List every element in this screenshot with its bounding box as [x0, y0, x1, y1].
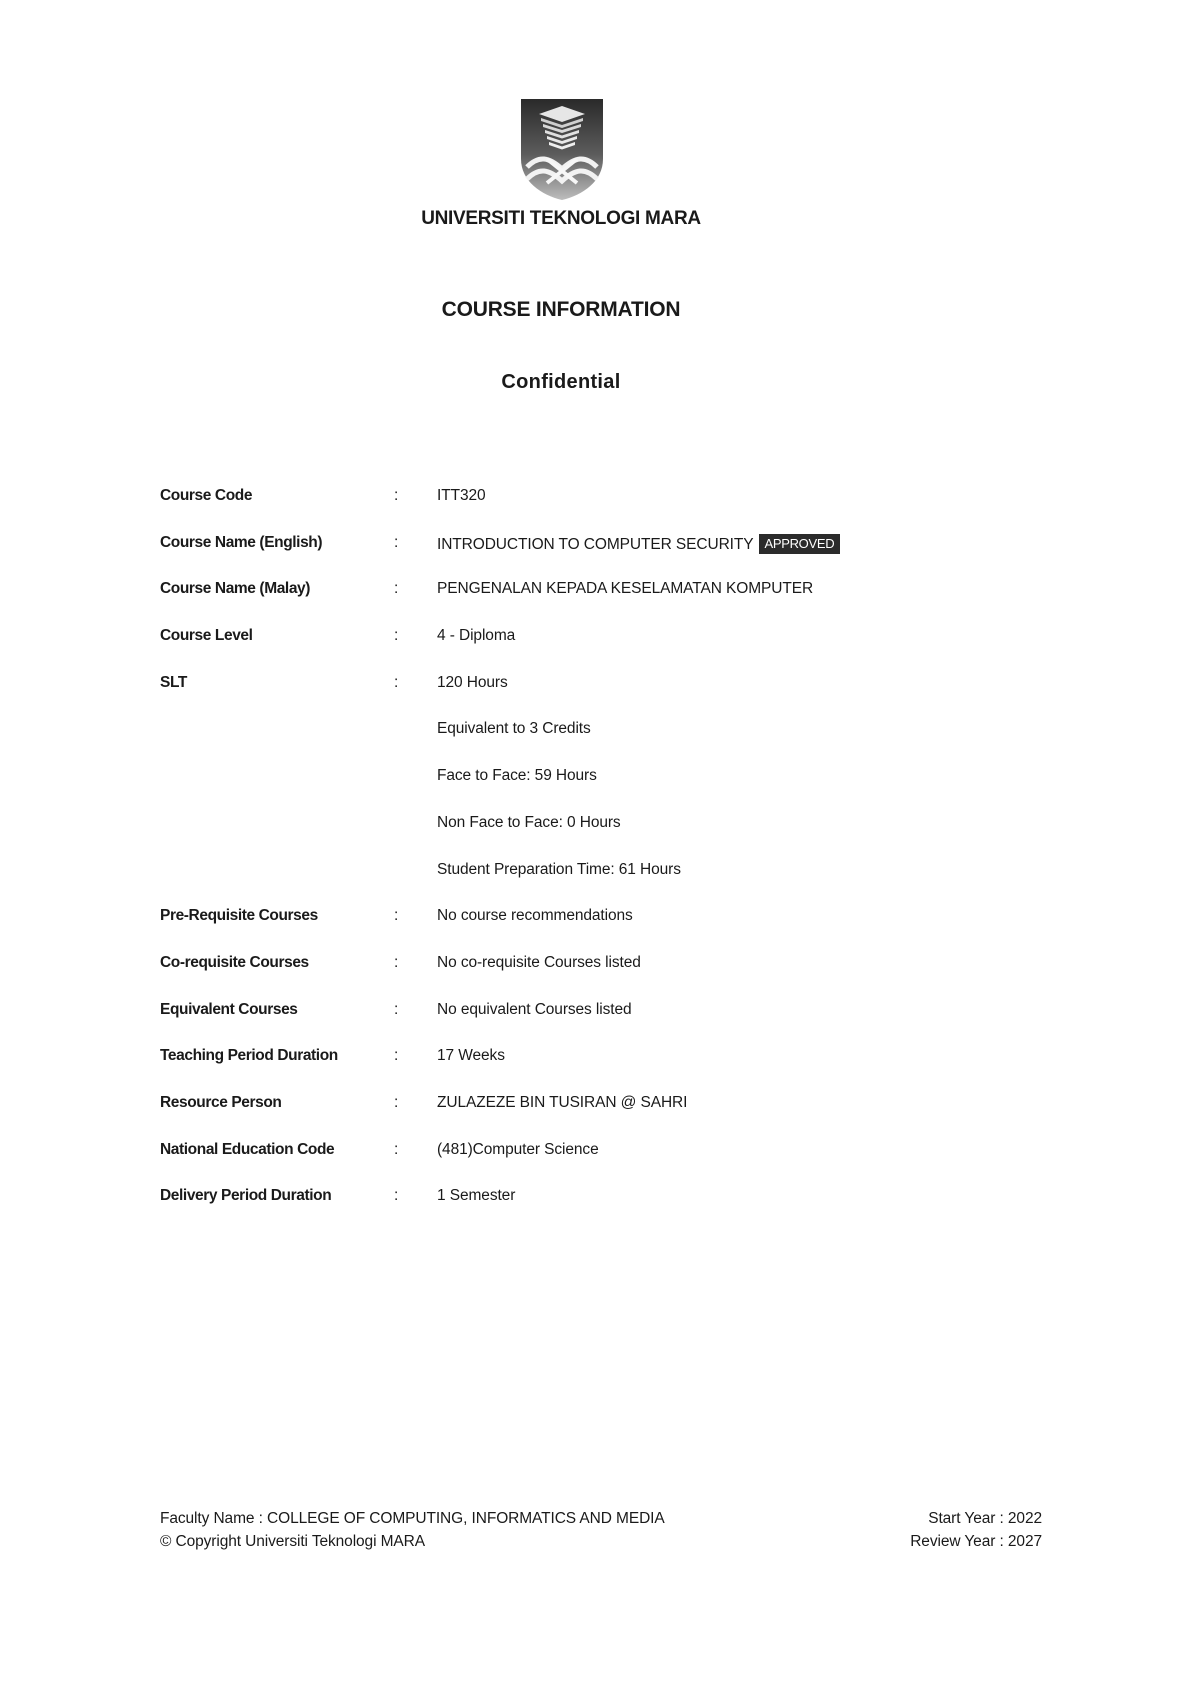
- national-education-code-row: [160, 1141, 1060, 1188]
- row-label: Course Name (Malay): [160, 580, 311, 598]
- row-value: Face to Face: 59 Hours: [437, 767, 597, 785]
- row-separator: :: [394, 953, 399, 971]
- slt-row: [160, 674, 1060, 721]
- row-value: 120 Hours: [437, 673, 508, 691]
- row-value: 4 - Diploma: [437, 627, 516, 645]
- start-year: Start Year : 2022: [928, 1510, 1042, 1527]
- slt-preparation-row: [160, 861, 1060, 908]
- row-separator: :: [394, 627, 399, 645]
- corequisite-row: [160, 954, 1060, 1001]
- row-value: (481)Computer Science: [437, 1140, 599, 1158]
- row-label: Resource Person: [160, 1093, 282, 1111]
- slt-non-face-to-face-row: [160, 814, 1060, 861]
- course-info-table: [160, 487, 1060, 1234]
- university-crest-icon: [519, 97, 605, 201]
- review-year: Review Year : 2027: [910, 1533, 1042, 1550]
- row-separator: :: [394, 1000, 399, 1018]
- row-value: No co-requisite Courses listed: [437, 953, 641, 971]
- course-level-row: [160, 627, 1060, 674]
- row-label: Course Level: [160, 627, 253, 645]
- row-value: ZULAZEZE BIN TUSIRAN @ SAHRI: [437, 1093, 688, 1111]
- row-label: Equivalent Courses: [160, 1000, 298, 1018]
- prerequisite-row: [160, 907, 1060, 954]
- row-value: ITT320: [437, 487, 486, 504]
- row-separator: :: [394, 580, 399, 598]
- row-value: 1 Semester: [437, 1187, 516, 1205]
- course-name-malay-row: [160, 580, 1060, 627]
- row-value: Equivalent to 3 Credits: [437, 720, 591, 738]
- row-separator: :: [394, 1140, 399, 1158]
- slt-face-to-face-row: [160, 767, 1060, 814]
- row-separator: :: [394, 1047, 399, 1065]
- faculty-name: Faculty Name : COLLEGE OF COMPUTING, INFORMATICS AND MEDIA: [160, 1510, 665, 1527]
- row-label: Co-requisite Courses: [160, 953, 309, 971]
- row-separator: :: [394, 487, 399, 504]
- row-value: Non Face to Face: 0 Hours: [437, 813, 621, 831]
- resource-person-row: [160, 1094, 1060, 1141]
- row-label: Course Name (English): [160, 533, 323, 551]
- row-value-wrapper: [437, 534, 840, 554]
- page-title: COURSE INFORMATION: [441, 298, 681, 321]
- row-separator: :: [394, 533, 399, 551]
- course-code-row: [160, 487, 1060, 534]
- university-name: UNIVERSITI TEKNOLOGI MARA: [421, 208, 701, 229]
- row-value: PENGENALAN KEPADA KESELAMATAN KOMPUTER: [437, 580, 814, 598]
- row-label: Course Code: [160, 487, 253, 504]
- row-value: INTRODUCTION TO COMPUTER SECURITY: [437, 535, 754, 553]
- row-separator: :: [394, 907, 399, 925]
- row-value: 17 Weeks: [437, 1047, 505, 1065]
- status-badge: APPROVED: [759, 534, 840, 554]
- row-label: Teaching Period Duration: [160, 1047, 338, 1065]
- copyright-notice: © Copyright Universiti Teknologi MARA: [160, 1533, 426, 1550]
- row-label: Pre-Requisite Courses: [160, 907, 318, 925]
- row-label: National Education Code: [160, 1140, 335, 1158]
- slt-credits-row: [160, 720, 1060, 767]
- footer-left: [160, 1510, 665, 1556]
- row-label: Delivery Period Duration: [160, 1187, 332, 1205]
- row-value: Student Preparation Time: 61 Hours: [437, 860, 681, 878]
- row-value: No course recommendations: [437, 907, 633, 925]
- equivalent-courses-row: [160, 1001, 1060, 1048]
- row-separator: :: [394, 673, 399, 691]
- delivery-period-row: [160, 1187, 1060, 1234]
- row-label: SLT: [160, 673, 187, 691]
- footer-right: [910, 1510, 1042, 1556]
- row-separator: :: [394, 1187, 399, 1205]
- row-value: No equivalent Courses listed: [437, 1000, 632, 1018]
- row-separator: :: [394, 1093, 399, 1111]
- teaching-period-row: [160, 1047, 1060, 1094]
- course-name-english-row: [160, 534, 1060, 581]
- confidential-label: Confidential: [501, 371, 621, 393]
